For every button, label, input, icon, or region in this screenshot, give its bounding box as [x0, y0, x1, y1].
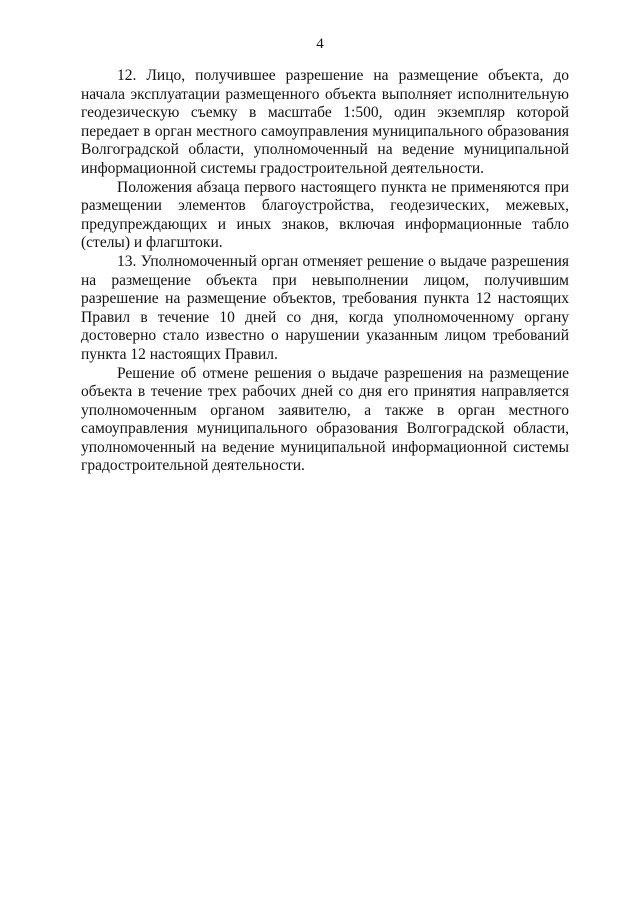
- paragraph-item-12: 12. Лицо, получившее разрешение на размещение объекта, до начала эксплуатации размещенного объекта выполняет исполнительную геодезическую съемку в масштабе 1:500, один экземпляр которой передает в орган местного самоуправления муниципального образования Волгоградской области, уполномоченный на ведение муниципальной информационной системы градостроительной деятельности.: [81, 67, 569, 177]
- page-number: 4: [316, 36, 324, 52]
- paragraph-item-13-cancellation-notice: Решение об отмене решения о выдаче разрешения на размещение объекта в течение трех рабочих дней со дня его принятия направляется уполномоченным органом заявителю, а также в орган местного самоуправления муниципального образования Волгоградской области, уполномоченный на ведение муниципальной информационной системы градостроительной деятельности.: [81, 364, 569, 475]
- document-body: [81, 67, 569, 476]
- paragraph-item-13: 13. Уполномоченный орган отменяет решение о выдаче разрешения на размещение объекта при невыполнении лицом, получившим разрешение на размещение объектов, требования пункта 12 настоящих Правил в течение 10 дней со дня, когда уполномоченному органу достоверно стало известно о нарушении указанным лицом требований пункта 12 настоящих Правил.: [81, 252, 569, 363]
- paragraph-item-12-exceptions: Положения абзаца первого настоящего пункта не применяются при размещении элементов благоустройства, геодезических, межевых, предупреждающих и иных знаков, включая информационные табло (стелы) и флагштоки.: [81, 178, 569, 252]
